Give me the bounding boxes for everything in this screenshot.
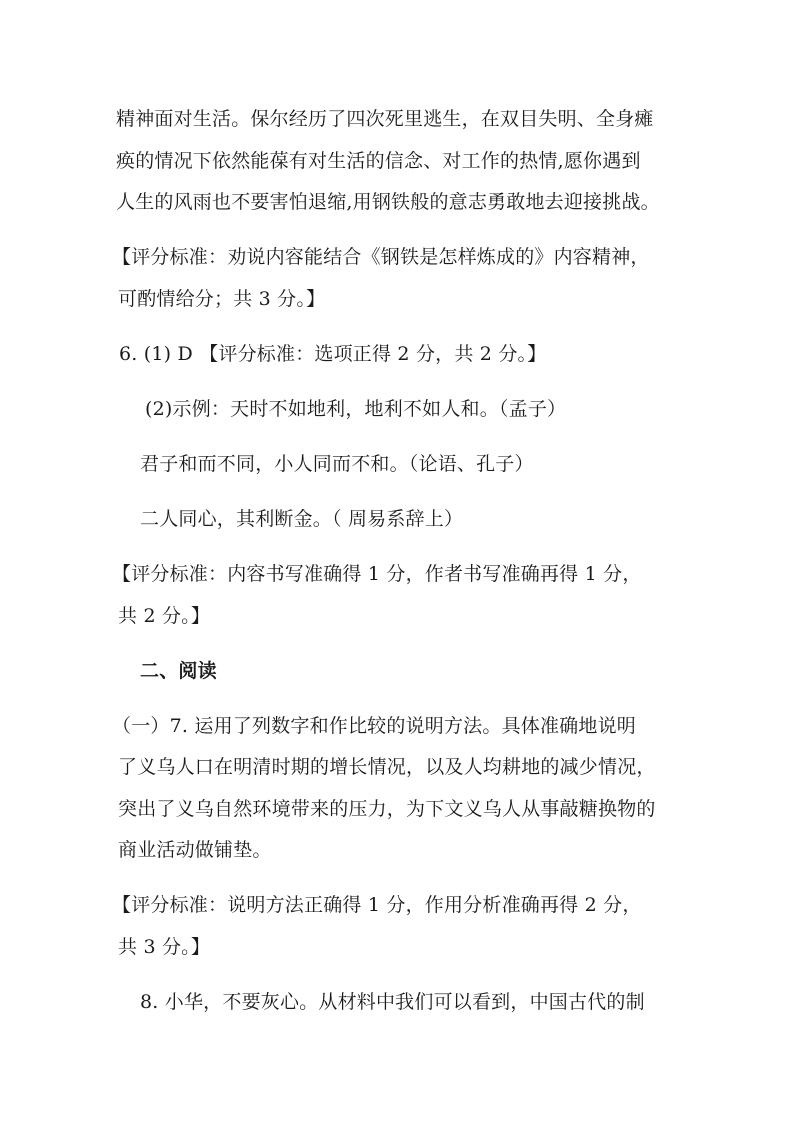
paragraph-line: 精神面对生活。保尔经历了四次死里逃生，在双目失明、全身瘫 xyxy=(116,108,654,130)
scoring-note: 共 3 分。】 xyxy=(118,936,211,958)
answer-6-1: 6. (1) D 【评分标准：选项正得 2 分，共 2 分。】 xyxy=(119,343,547,365)
section-heading: 二、阅读 xyxy=(140,660,217,682)
paragraph-line: 人生的风雨也不要害怕退缩,用钢铁般的意志勇敢地去迎接挑战。 xyxy=(116,191,660,213)
scoring-note: 【评分标准：说明方法正确得 1 分，作用分析准确再得 2 分， xyxy=(112,894,642,916)
answer-7: 了义乌人口在明清时期的增长情况，以及人均耕地的减少情况， xyxy=(118,756,656,778)
scoring-note: 【评分标准：内容书写准确得 1 分，作者书写准确再得 1 分， xyxy=(112,563,642,585)
answer-6-2-example: 二人同心，其利断金。（ 周易系辞上） xyxy=(140,508,464,530)
paragraph-line: 痪的情况下依然能葆有对生活的信念、对工作的热情,愿你遇到 xyxy=(116,150,641,172)
scoring-note: 【评分标准：劝说内容能结合《钢铁是怎样炼成的》内容精神， xyxy=(112,246,650,268)
scoring-note: 共 2 分。】 xyxy=(118,605,211,627)
answer-7: （一）7. 运用了列数字和作比较的说明方法。具体准确地说明 xyxy=(112,715,636,737)
answer-8: 8. 小华，不要灰心。从材料中我们可以看到，中国古代的制 xyxy=(140,991,645,1013)
answer-7: 商业活动做铺垫。 xyxy=(118,839,272,861)
scoring-note: 可酌情给分；共 3 分。】 xyxy=(118,288,326,310)
answer-6-2-example: 君子和而不同，小人同而不和。（论语、孔子） xyxy=(140,453,534,475)
answer-6-2: (2)示例：天时不如地利，地利不如人和。（孟子） xyxy=(145,398,567,420)
answer-7: 突出了义乌自然环境带来的压力，为下文义乌人从事敲糖换物的 xyxy=(118,798,656,820)
